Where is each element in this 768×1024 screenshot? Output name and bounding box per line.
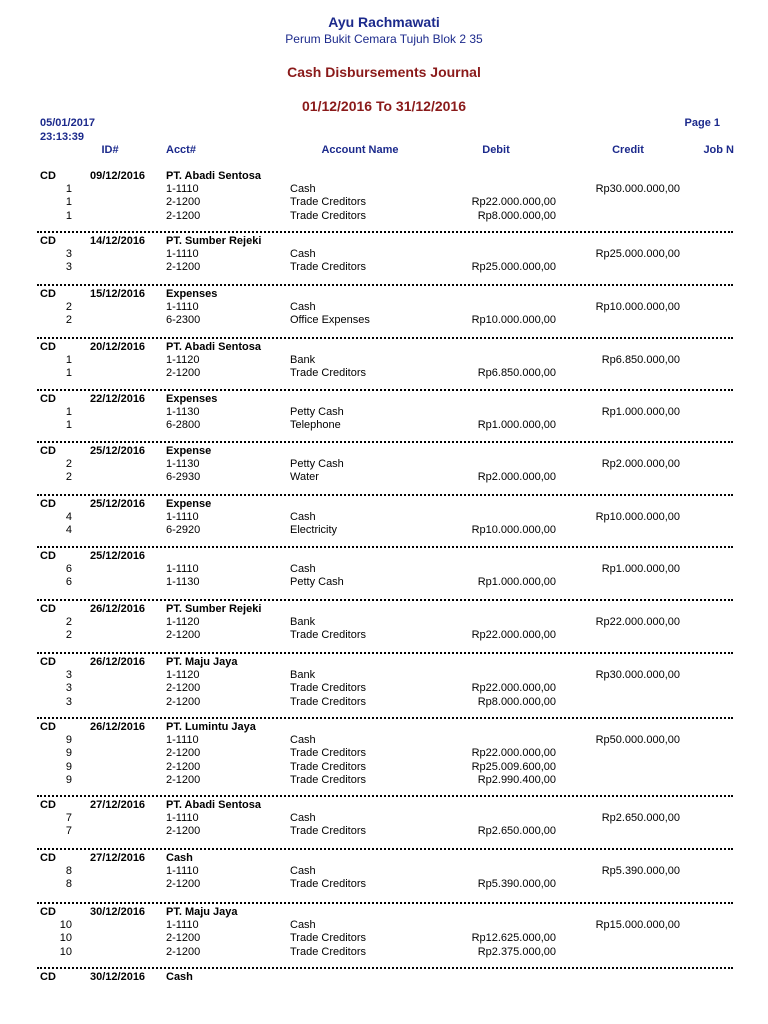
line-account-name: Trade Creditors (290, 945, 367, 958)
journal-entry (0, 721, 768, 787)
line-account-name: Water (290, 471, 319, 484)
column-header-credit: Credit (612, 144, 644, 156)
print-date: 05/01/2017 (40, 117, 96, 129)
line-id: 1 (65, 406, 72, 418)
line-account-number: 1-1120 (166, 354, 200, 366)
line-id: 7 (65, 812, 72, 824)
entry-date: 30/12/2016 (90, 971, 146, 983)
line-id: 1 (65, 196, 72, 209)
table-row (0, 196, 768, 209)
line-account-number: 1-1110 (166, 183, 199, 195)
entry-type: CD (40, 721, 56, 733)
table-row (0, 183, 768, 196)
line-id: 3 (65, 248, 72, 260)
journal-entry (0, 852, 768, 892)
line-credit: Rp10.000.000,00 (595, 301, 680, 313)
entry-payee: PT. Lumintu Jaya (166, 721, 256, 733)
entry-header (0, 721, 768, 734)
table-row (0, 734, 768, 747)
table-row (0, 406, 768, 419)
line-debit: Rp25.000.000,00 (471, 261, 556, 274)
line-id: 10 (59, 932, 72, 945)
table-row (0, 524, 768, 537)
company-address: Perum Bukit Cemara Tujuh Blok 2 35 (285, 32, 483, 46)
table-row (0, 576, 768, 589)
line-account-name: Trade Creditors (290, 367, 367, 380)
line-account-name: Trade Creditors (290, 209, 367, 222)
table-row (0, 865, 768, 878)
journal-entry (0, 906, 768, 959)
line-id: 9 (65, 747, 72, 760)
entry-date: 25/12/2016 (90, 498, 146, 510)
line-account-name: Trade Creditors (290, 695, 367, 708)
journal-entry (0, 799, 768, 839)
entry-payee: Expense (166, 445, 212, 457)
table-row (0, 419, 768, 432)
table-row (0, 471, 768, 484)
line-debit: Rp5.390.000,00 (477, 878, 556, 891)
entry-payee: PT. Maju Jaya (166, 656, 238, 668)
line-debit: Rp12.625.000,00 (471, 932, 556, 945)
entry-payee: PT. Sumber Rejeki (166, 603, 262, 615)
entry-divider (37, 337, 733, 339)
line-account-number: 1-1110 (166, 563, 199, 575)
line-debit: Rp1.000.000,00 (477, 419, 556, 432)
table-row (0, 261, 768, 274)
line-account-number: 1-1120 (166, 616, 200, 628)
line-account-number: 1-1110 (166, 248, 199, 260)
line-debit: Rp2.650.000,00 (477, 825, 556, 838)
line-account-number: 2-1200 (166, 773, 201, 786)
line-debit: Rp22.000.000,00 (471, 629, 556, 642)
table-row (0, 825, 768, 838)
entry-type: CD (40, 971, 56, 983)
line-debit: Rp1.000.000,00 (477, 576, 556, 589)
journal-entry (0, 445, 768, 485)
line-debit: Rp22.000.000,00 (471, 747, 556, 760)
line-account-name: Trade Creditors (290, 629, 367, 642)
entry-type: CD (40, 235, 56, 247)
line-id: 4 (65, 524, 72, 537)
line-credit: Rp10.000.000,00 (595, 511, 680, 523)
line-id: 2 (65, 471, 72, 484)
line-account-name: Cash (290, 248, 316, 260)
line-account-number: 1-1120 (166, 669, 200, 681)
entry-header (0, 498, 768, 511)
line-account-number: 1-1110 (166, 511, 199, 523)
entry-date: 26/12/2016 (90, 603, 146, 615)
line-account-name: Trade Creditors (290, 747, 367, 760)
line-account-number: 2-1200 (166, 629, 201, 642)
table-row (0, 747, 768, 760)
entry-type: CD (40, 393, 56, 405)
line-account-name: Trade Creditors (290, 196, 367, 209)
line-account-name: Petty Cash (290, 458, 344, 470)
entry-header (0, 445, 768, 458)
line-credit: Rp25.000.000,00 (595, 248, 680, 260)
line-credit: Rp22.000.000,00 (595, 616, 680, 628)
line-account-name: Cash (290, 734, 316, 746)
line-account-name: Cash (290, 301, 316, 313)
page-number: Page 1 (684, 117, 720, 129)
table-row (0, 682, 768, 695)
line-debit: Rp25.009.600,00 (471, 760, 556, 773)
line-id: 4 (65, 511, 72, 523)
table-row (0, 563, 768, 576)
report-period: 01/12/2016 To 31/12/2016 (302, 98, 466, 114)
line-id: 2 (65, 301, 72, 313)
line-debit: Rp8.000.000,00 (477, 209, 556, 222)
table-row (0, 458, 768, 471)
table-row (0, 878, 768, 891)
line-id: 2 (65, 314, 72, 327)
table-row (0, 301, 768, 314)
line-account-name: Trade Creditors (290, 682, 367, 695)
journal-entry (0, 170, 768, 223)
line-id: 3 (65, 695, 72, 708)
line-id: 1 (65, 419, 72, 432)
entry-date: 22/12/2016 (90, 393, 146, 405)
table-row (0, 248, 768, 261)
line-account-name: Trade Creditors (290, 825, 367, 838)
line-account-number: 2-1200 (166, 878, 201, 891)
line-account-name: Trade Creditors (290, 773, 367, 786)
line-id: 1 (65, 209, 72, 222)
journal-entry (0, 971, 768, 984)
line-account-number: 6-2920 (166, 524, 201, 537)
entry-header (0, 170, 768, 183)
line-credit: Rp1.000.000,00 (601, 563, 680, 575)
line-credit: Rp30.000.000,00 (595, 669, 680, 681)
table-row (0, 919, 768, 932)
line-account-name: Petty Cash (290, 576, 344, 589)
line-id: 2 (65, 616, 72, 628)
entry-divider (37, 441, 733, 443)
entry-header (0, 550, 768, 563)
table-row (0, 774, 768, 787)
entry-type: CD (40, 445, 56, 457)
line-account-name: Cash (290, 511, 316, 523)
entry-divider (37, 717, 733, 719)
table-row (0, 354, 768, 367)
entry-header (0, 288, 768, 301)
entry-divider (37, 652, 733, 654)
line-id: 3 (65, 669, 72, 681)
entry-payee: PT. Maju Jaya (166, 906, 238, 918)
entry-date: 25/12/2016 (90, 550, 146, 562)
entry-date: 27/12/2016 (90, 799, 146, 811)
line-account-number: 1-1110 (166, 812, 199, 824)
line-debit: Rp2.990.400,00 (477, 773, 556, 786)
line-account-name: Trade Creditors (290, 261, 367, 274)
line-account-number: 6-2800 (166, 419, 201, 432)
entry-payee: PT. Abadi Sentosa (166, 341, 261, 353)
entry-type: CD (40, 656, 56, 668)
line-debit: Rp10.000.000,00 (471, 524, 556, 537)
line-debit: Rp10.000.000,00 (471, 314, 556, 327)
line-account-number: 2-1200 (166, 945, 201, 958)
line-credit: Rp5.390.000,00 (601, 865, 680, 877)
journal-entry (0, 235, 768, 275)
entry-header (0, 799, 768, 812)
column-header-id: ID# (101, 144, 119, 156)
line-account-number: 2-1200 (166, 209, 201, 222)
line-account-name: Cash (290, 865, 316, 877)
table-row (0, 669, 768, 682)
entry-payee: Cash (166, 852, 193, 864)
line-account-name: Bank (290, 669, 316, 681)
table-row (0, 932, 768, 945)
entry-payee: PT. Abadi Sentosa (166, 799, 261, 811)
line-id: 1 (65, 354, 72, 366)
line-id: 6 (65, 576, 72, 589)
company-name: Ayu Rachmawati (328, 14, 440, 30)
line-id: 8 (65, 878, 72, 891)
line-account-number: 1-1130 (166, 458, 200, 470)
line-id: 2 (65, 458, 72, 470)
entry-date: 20/12/2016 (90, 341, 146, 353)
line-credit: Rp15.000.000,00 (595, 919, 680, 931)
journal-entry (0, 341, 768, 381)
entry-payee: Cash (166, 971, 193, 983)
line-account-number: 2-1200 (166, 196, 201, 209)
line-account-number: 2-1200 (166, 682, 201, 695)
line-id: 7 (65, 825, 72, 838)
line-account-name: Cash (290, 812, 316, 824)
journal-entry (0, 550, 768, 590)
line-account-name: Bank (290, 354, 316, 366)
line-account-name: Bank (290, 616, 316, 628)
line-account-name: Trade Creditors (290, 932, 367, 945)
entry-divider (37, 231, 733, 233)
journal-entry (0, 498, 768, 538)
line-debit: Rp22.000.000,00 (471, 196, 556, 209)
line-debit: Rp22.000.000,00 (471, 682, 556, 695)
line-id: 3 (65, 261, 72, 274)
line-account-number: 2-1200 (166, 760, 201, 773)
entry-type: CD (40, 852, 56, 864)
entry-type: CD (40, 550, 56, 562)
entry-header (0, 341, 768, 354)
entry-date: 27/12/2016 (90, 852, 146, 864)
line-id: 10 (59, 945, 72, 958)
entry-payee: Expenses (166, 288, 218, 300)
entry-divider (37, 967, 733, 969)
line-account-number: 1-1130 (166, 576, 200, 589)
line-account-name: Cash (290, 563, 316, 575)
line-account-number: 6-2300 (166, 314, 201, 327)
line-account-number: 2-1200 (166, 747, 201, 760)
line-debit: Rp2.375.000,00 (477, 945, 556, 958)
entry-type: CD (40, 288, 56, 300)
line-account-name: Electricity (290, 524, 338, 537)
entry-divider (37, 795, 733, 797)
table-row (0, 616, 768, 629)
journal-entry (0, 288, 768, 328)
line-account-number: 6-2930 (166, 471, 201, 484)
entry-divider (37, 389, 733, 391)
line-account-number: 1-1110 (166, 865, 199, 877)
line-debit: Rp2.000.000,00 (477, 471, 556, 484)
table-row (0, 210, 768, 223)
entry-divider (37, 494, 733, 496)
entry-date: 26/12/2016 (90, 721, 146, 733)
line-account-number: 1-1110 (166, 734, 199, 746)
report-title: Cash Disbursements Journal (287, 64, 481, 80)
entry-date: 30/12/2016 (90, 906, 146, 918)
entry-divider (37, 599, 733, 601)
table-row (0, 629, 768, 642)
line-debit: Rp8.000.000,00 (477, 695, 556, 708)
entry-payee: Expenses (166, 393, 218, 405)
line-account-name: Office Expenses (290, 314, 370, 327)
entry-type: CD (40, 603, 56, 615)
entry-type: CD (40, 341, 56, 353)
entry-divider (37, 284, 733, 286)
entry-date: 25/12/2016 (90, 445, 146, 457)
line-account-number: 1-1110 (166, 301, 199, 313)
line-id: 9 (65, 734, 72, 746)
line-id: 8 (65, 865, 72, 877)
line-credit: Rp30.000.000,00 (595, 183, 680, 195)
line-id: 6 (65, 563, 72, 575)
entry-date: 26/12/2016 (90, 656, 146, 668)
line-credit: Rp2.000.000,00 (601, 458, 680, 470)
line-account-name: Petty Cash (290, 406, 344, 418)
line-id: 9 (65, 760, 72, 773)
line-account-number: 2-1200 (166, 367, 201, 380)
table-row (0, 696, 768, 709)
line-account-name: Telephone (290, 419, 341, 432)
line-credit: Rp2.650.000,00 (601, 812, 680, 824)
journal-entry (0, 603, 768, 643)
entry-type: CD (40, 799, 56, 811)
entry-header (0, 971, 768, 984)
entry-date: 14/12/2016 (90, 235, 146, 247)
entry-header (0, 235, 768, 248)
line-debit: Rp6.850.000,00 (477, 367, 556, 380)
entry-type: CD (40, 498, 56, 510)
entry-header (0, 906, 768, 919)
journal-entry (0, 393, 768, 433)
entry-type: CD (40, 170, 56, 182)
entry-payee: PT. Sumber Rejeki (166, 235, 262, 247)
line-id: 1 (65, 183, 72, 195)
entry-header (0, 603, 768, 616)
column-header-job: Job N (703, 144, 734, 156)
entry-payee: PT. Abadi Sentosa (166, 170, 261, 182)
table-row (0, 812, 768, 825)
table-row (0, 314, 768, 327)
column-header-debit: Debit (482, 144, 510, 156)
entry-divider (37, 848, 733, 850)
table-row (0, 511, 768, 524)
line-credit: Rp1.000.000,00 (601, 406, 680, 418)
line-account-number: 2-1200 (166, 932, 201, 945)
entry-date: 15/12/2016 (90, 288, 146, 300)
table-row (0, 946, 768, 959)
line-id: 10 (59, 919, 72, 931)
entry-type: CD (40, 906, 56, 918)
journal-entry (0, 656, 768, 709)
line-account-number: 2-1200 (166, 825, 201, 838)
line-account-number: 1-1110 (166, 919, 199, 931)
entry-divider (37, 902, 733, 904)
table-row (0, 367, 768, 380)
print-time: 23:13:39 (40, 131, 85, 143)
entry-header (0, 656, 768, 669)
line-account-number: 2-1200 (166, 695, 201, 708)
line-account-name: Trade Creditors (290, 878, 367, 891)
entry-header (0, 393, 768, 406)
entry-header (0, 852, 768, 865)
line-account-name: Trade Creditors (290, 760, 367, 773)
column-header-acct: Acct# (166, 144, 196, 156)
line-credit: Rp6.850.000,00 (601, 354, 680, 366)
line-id: 2 (65, 629, 72, 642)
entry-payee: Expense (166, 498, 212, 510)
line-credit: Rp50.000.000,00 (595, 734, 680, 746)
line-id: 3 (65, 682, 72, 695)
column-header-account-name: Account Name (321, 144, 399, 156)
line-account-number: 1-1130 (166, 406, 200, 418)
table-row (0, 761, 768, 774)
line-id: 1 (65, 367, 72, 380)
entry-divider (37, 546, 733, 548)
entry-date: 09/12/2016 (90, 170, 146, 182)
line-account-name: Cash (290, 919, 316, 931)
line-account-name: Cash (290, 183, 316, 195)
line-account-number: 2-1200 (166, 261, 201, 274)
line-id: 9 (65, 773, 72, 786)
